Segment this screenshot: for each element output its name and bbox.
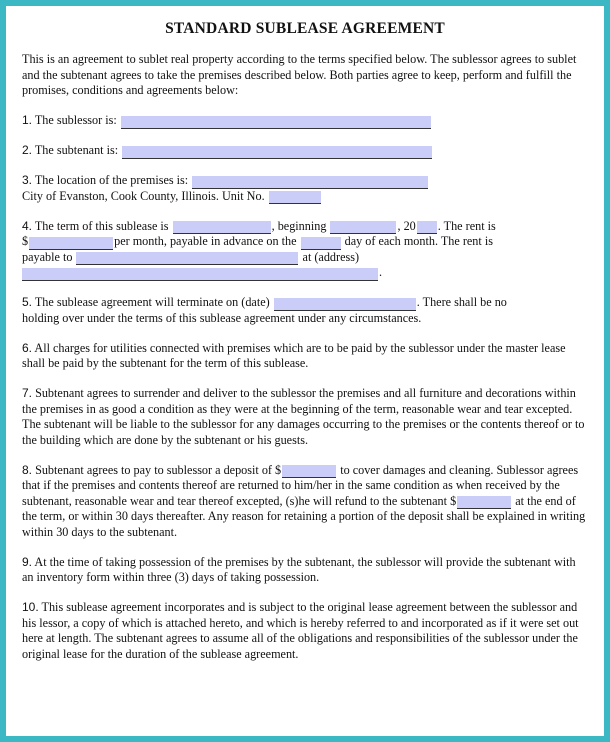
no-holding-text: . There shall be no <box>416 295 507 309</box>
section-number: 10. <box>22 600 39 614</box>
section-5 <box>22 295 588 326</box>
section-2 <box>22 143 588 159</box>
section-4 <box>22 219 588 281</box>
document-page <box>6 6 604 736</box>
begin-date-field[interactable] <box>330 221 396 234</box>
utilities-text: All charges for utilities connected with premises which are to be paid by the sublessor under the master lease shall be paid by the subtenant for the term of this sublease. <box>22 340 566 370</box>
section-1 <box>22 113 588 129</box>
sublessor-field[interactable] <box>121 116 431 129</box>
sublessor-label: The sublessor is: <box>34 113 117 127</box>
surrender-text: Subtenant agrees to surrender and deliver to the sublessor the premises and all furniture and decorations within the premises in as good a condition as they were at the beginning of the term, reasonable wear and tear excepted. The subtenant will be liable to the sublessor for any damages occurring to the premises or the contents thereof or to the building which are done by the subtenant or his guests. <box>22 386 585 447</box>
condition-text: Sublessor agrees that if the premises and contents thereof are returned to him/her in the same condition as when received by the subtenant, reasonable wear and tear thereof excepted, (s)he will <box>22 462 579 508</box>
section-9 <box>22 555 588 586</box>
dollar-sign: $ <box>22 234 29 248</box>
rent-label: . The rent is <box>437 218 496 233</box>
day-text: day of each month. The rent is <box>344 234 493 248</box>
subtenant-field[interactable] <box>122 146 432 159</box>
section-number: 3. <box>22 173 33 187</box>
terminate-label: The sublease agreement will terminate on (date) <box>34 295 270 309</box>
deposit-text: Subtenant agrees to pay to sublessor a deposit of $ <box>35 462 282 477</box>
section-number: 2. <box>22 143 33 157</box>
year-field[interactable] <box>417 221 437 234</box>
section-number: 9. <box>22 554 33 569</box>
year-prefix: , 20 <box>397 218 416 233</box>
rent-day-field[interactable] <box>301 237 341 250</box>
termination-date-field[interactable] <box>274 298 416 311</box>
deposit-amount-field[interactable] <box>282 465 336 478</box>
unit-number-field[interactable] <box>269 191 321 204</box>
city-text: City of Evanston, Cook County, Illinois. Unit No. <box>22 188 265 203</box>
end-of-term-text: at the end of the term, or within 30 days thereafter. Any reason <box>22 493 576 523</box>
beginning-label: , beginning <box>271 218 327 233</box>
location-field[interactable] <box>192 176 428 189</box>
term-label: The term of this sublease is <box>34 218 169 233</box>
payable-to-field[interactable] <box>76 252 298 265</box>
address-field[interactable] <box>22 268 378 281</box>
section-3 <box>22 173 588 204</box>
subtenant-label: The subtenant is: <box>34 143 119 157</box>
document-title: STANDARD SUBLEASE AGREEMENT <box>165 20 445 37</box>
rent-amount-field[interactable] <box>29 237 113 250</box>
original-lease-text: This sublease agreement incorporates and is subject to the original lease agreement between the sublessor and his lessor, a copy of which is attached hereto, and which is hereby referred to and incorporated as if it were set out here at length. The subtenant agrees to assume all of the obligations and responsibilities of the sublessor under the original lease for the duration of the sublease agreement. <box>22 600 579 661</box>
section-number: 8. <box>22 462 33 477</box>
location-label: The location of the premises is: <box>34 173 189 187</box>
section-number: 1. <box>22 113 33 127</box>
refund-amount-field[interactable] <box>457 496 511 509</box>
inventory-text: At the time of taking possession of the premises by the subtenant, the sublessor will provide the subtenant with an inventory form within three (3) days of taking possession. <box>22 554 576 584</box>
section-6 <box>22 341 588 372</box>
section-7 <box>22 386 588 448</box>
section-10 <box>22 600 588 662</box>
payable-text: per month, payable in advance on the <box>114 234 297 248</box>
section-number: 4. <box>22 218 33 233</box>
refund-text: refund to the subtenant $ <box>335 493 457 508</box>
holding-over-text: holding over under the terms of this sublease agreement under any circumstances. <box>22 310 422 325</box>
term-field[interactable] <box>173 221 271 234</box>
section-8 <box>22 463 588 541</box>
address-label: at (address) <box>302 249 360 264</box>
section-number: 7. <box>22 386 33 400</box>
intro-paragraph: This is an agreement to sublet real property according to the terms specified below. The sublessor agrees to sublet and the subtenant agrees to take the premises described below. Both parties agree to keep, perform and fulfill the promises, conditions and agreements below: <box>22 52 577 97</box>
retaining-text: for retaining a portion of the deposit shall be explained in writing within 30 days to the subtenant. <box>22 509 586 539</box>
section-number: 6. <box>22 340 33 355</box>
damages-text: to cover damages and cleaning. <box>340 462 494 477</box>
period: . <box>379 265 383 279</box>
payable-to-label: payable to <box>22 249 73 264</box>
section-number: 5. <box>22 295 33 309</box>
